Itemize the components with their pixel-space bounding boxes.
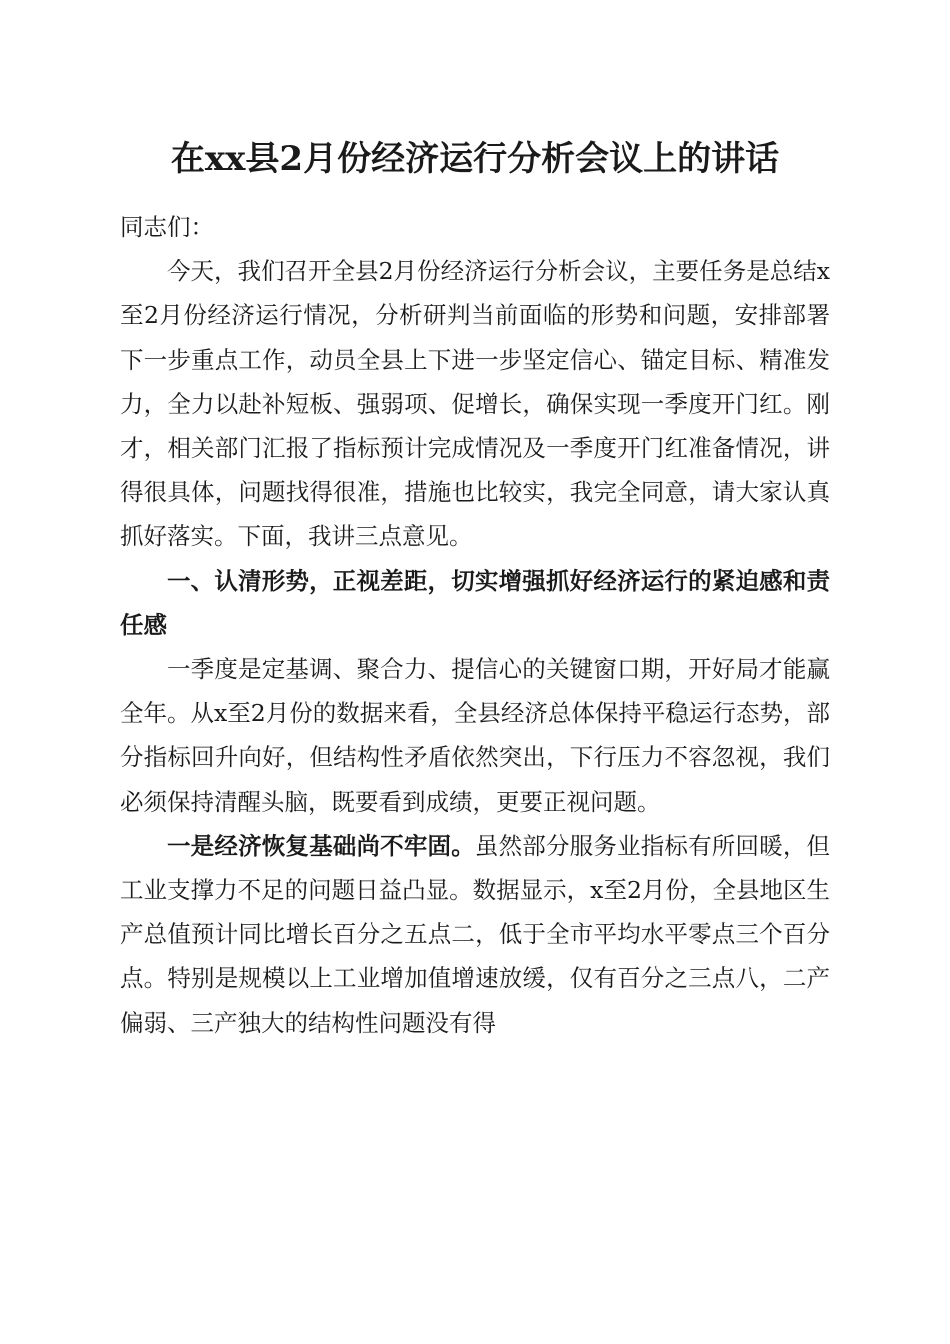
paragraph-point-one bbox=[120, 824, 830, 1045]
salutation: 同志们： bbox=[120, 213, 214, 241]
paragraph-situation: 一季度是定基调、聚合力、提信心的关键窗口期，开好局才能赢全年。从x至2月份的数据来看，全县经济总体保持平稳运行态势，部分指标回升向好，但结构性矛盾依然突出，下行压力不容忽视，我们必须保持清醒头脑，既要看到成绩，更要正视问题。 bbox=[120, 655, 830, 816]
document-body bbox=[120, 205, 830, 1045]
document-title: 在xx县2月份经济运行分析会议上的讲话 bbox=[170, 139, 780, 179]
point-one-lead: 一是经济恢复基础尚不牢固。 bbox=[167, 831, 475, 860]
paragraph-intro: 今天，我们召开全县2月份经济运行分析会议，主要任务是总结x至2月份经济运行情况，分析研判当前面临的形势和问题，安排部署下一步重点工作，动员全县上下进一步坚定信心、锚定目标、精准发力，全力以赴补短板、强弱项、促增长，确保实现一季度开门红。刚才，相关部门汇报了指标预计完成情况及一季度开门红准备情况，讲得很具体，问题找得很准，措施也比较实，我完全同意，请大家认真抓好落实。下面，我讲三点意见。 bbox=[120, 257, 830, 551]
section-heading-1: 一、认清形势，正视差距，切实增强抓好经济运行的紧迫感和责任感 bbox=[120, 566, 830, 639]
point-one-text: 虽然部分服务业指标有所回暖，但工业支撑力不足的问题日益凸显。数据显示，x至2月份，全县地区生产总值预计同比增长百分之五点二，低于全市平均水平零点三个百分点。特别是规模以上工业增加值增速放缓，仅有百分之三点八，二产偏弱、三产独大的结构性问题没有得 bbox=[120, 831, 831, 1037]
